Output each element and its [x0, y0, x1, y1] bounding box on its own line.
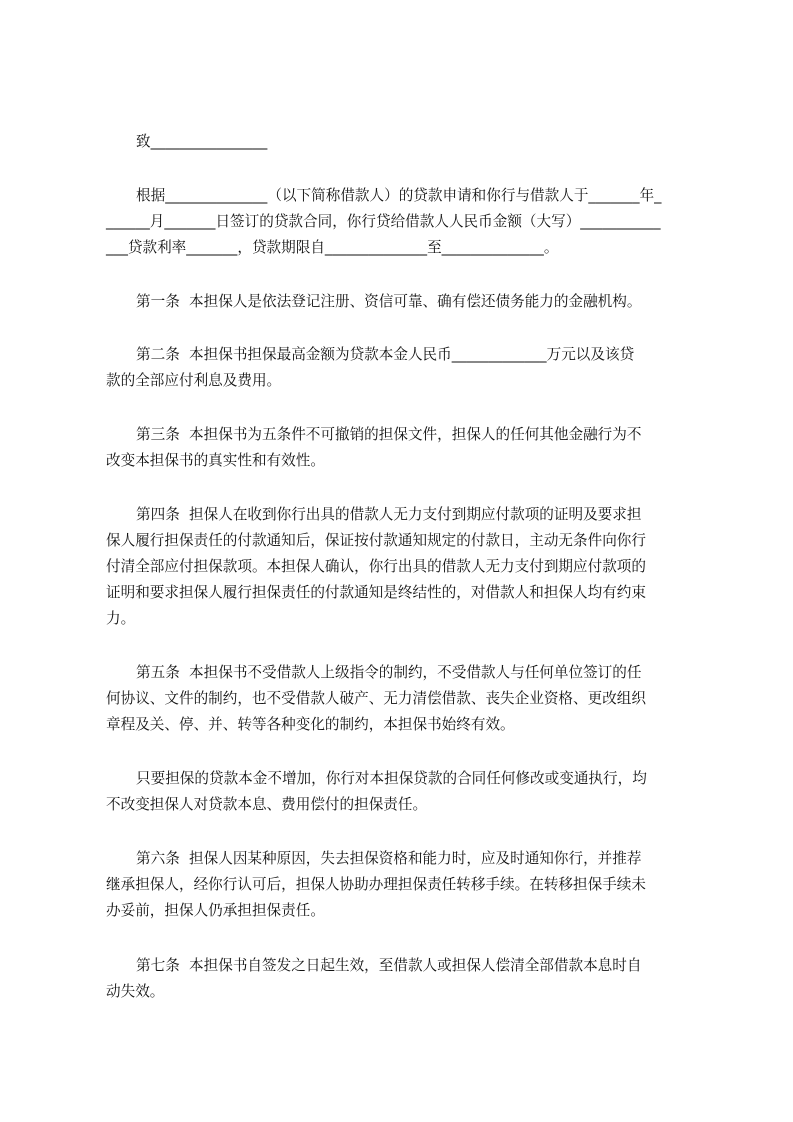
article-3-line: 改变本担保书的真实性和有效性。 — [106, 452, 325, 469]
article-5-line: 第五条 本担保书不受借款人上级指令的制约，不受借款人与任何单位签订的任 — [136, 664, 642, 681]
addressee-line: 致________________ — [136, 133, 268, 150]
article-2-line: 第二条 本担保书担保最高金额为贷款本金人民币_____________万元以及该贷 — [136, 346, 635, 363]
note-line: 不改变担保人对贷款本息、费用偿付的担保责任。 — [106, 796, 428, 813]
article-4-line: 第四条 担保人在收到你行出具的借款人无力支付到期应付款项的证明及要求担 — [136, 506, 642, 523]
article-6-line: 第六条 担保人因某种原因，失去担保资格和能力时，应及时通知你行，并推荐 — [136, 850, 642, 867]
article-3-line: 第三条 本担保书为五条件不可撤销的担保文件，担保人的任何其他金融行为不 — [136, 426, 642, 443]
article-4-line: 证明和要求担保人履行担保责任的付款通知是终结性的，对借款人和担保人均有约束 — [106, 584, 646, 601]
article-7-line: 动失效。 — [106, 983, 165, 1000]
article-6-line: 办妥前，担保人仍承担担保责任。 — [106, 902, 325, 919]
article-4-line: 力。 — [106, 610, 136, 627]
note-line: 只要担保的贷款本金不增加，你行对本担保贷款的合同任何修改或变通执行，均 — [136, 770, 647, 787]
article-7-line: 第七条 本担保书自签发之日起生效，至借款人或担保人偿清全部借款本息时自 — [136, 957, 642, 974]
article-5-line: 何协议、文件的制约，也不受借款人破产、无力清偿借款、丧失企业资格、更改组织 — [106, 690, 646, 707]
paragraph-line: ______月_______日签订的贷款合同，你行贷给借款人人民币金额（大写）___________ — [106, 213, 661, 230]
paragraph-line: 根据______________（以下简称借款人）的贷款申请和你行与借款人于_______年_ — [136, 187, 662, 204]
article-6-line: 继承担保人，经你行认可后，担保人协助办理担保责任转移手续。在转移担保手续未 — [106, 876, 646, 893]
article-4-line: 付清全部应付担保款项。本担保人确认，你行出具的借款人无力支付到期应付款项的 — [106, 558, 646, 575]
article-5-line: 章程及关、停、并、转等各种变化的制约，本担保书始终有效。 — [106, 716, 515, 733]
article-4-line: 保人履行担保责任的付款通知后，保证按付款通知规定的付款日，主动无条件向你行 — [106, 532, 646, 549]
article-2-line: 款的全部应付利息及费用。 — [106, 372, 282, 389]
paragraph-line: ___贷款利率_______，贷款期限自______________至______________。 — [106, 239, 559, 256]
article-1-line: 第一条 本担保人是依法登记注册、资信可靠、确有偿还债务能力的金融机构。 — [136, 293, 642, 310]
